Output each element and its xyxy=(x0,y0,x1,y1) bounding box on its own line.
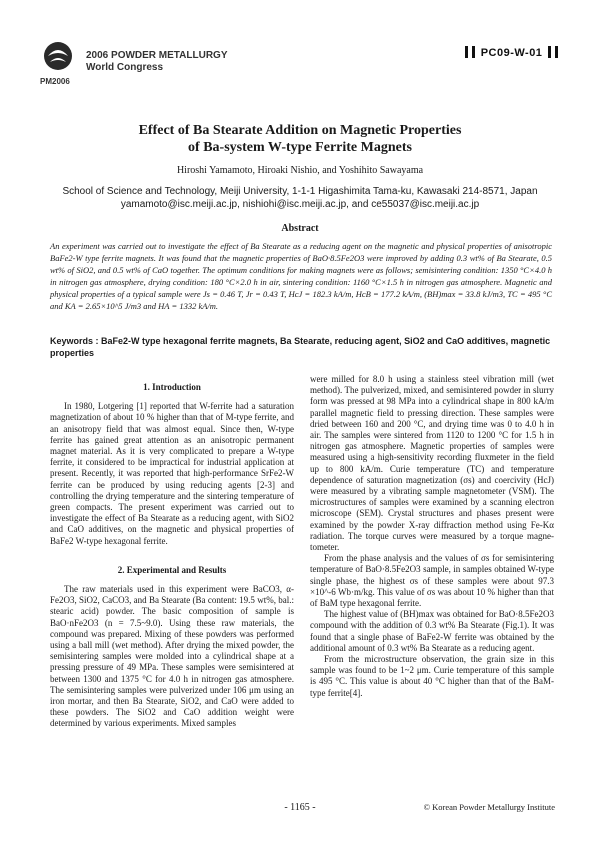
paragraph: From the phase analysis and the values of σs for semisintering temperature of BaO·8.5Fe2O3 sample, in samples obtained W-type single phase, the highest σs of these samples were about 97.3 ×10^-6 Wb·m/kg. This value of σs was about 10 % higher than that of BaM type hexagonal ferrite. xyxy=(310,553,554,609)
conference-name xyxy=(86,50,228,74)
right-column xyxy=(310,374,554,699)
left-column xyxy=(50,376,294,730)
affiliation: School of Science and Technology, Meiji University, 1-1-1 Higashimita Tama-ku, Kawasaki 214-8571, Japan xyxy=(62,186,538,197)
code-bar-left xyxy=(465,46,468,58)
title-line-2: of Ba-system W-type Ferrite Magnets xyxy=(188,140,412,155)
abstract-text: An experiment was carried out to investigate the effect of Ba Stearate as a reducing agent on the magnetic and physical properties of anisotropic BaFe2-W type ferrite magnets. It was found that the magnetic properties of BaO·8.5Fe2O3 were improved by adding 0.3 wt% of Ba Stearate, 0.5 wt% of SiO2, and 0.5 wt% of CaO together. The optimum conditions for making magnets were as follows; semisintering condition: 1350 °C×4.0 h in nitrogen gas atmosphere, drying condition: 180 °C×2.0 h in air, sintering condition: 1160 °C×1.5 h in nitrogen gas atmosphere. Magnetic and physical properties of a typical sample were Js = 0.46 T, Jr = 0.43 T, HcJ = 182.3 kA/m, HcB = 177.2 kA/m, (BH)max = 33.8 kJ/m3, TC = 495 °C and KA = 2.65×10^5 J/m3 and HA = 1332 kA/m. xyxy=(50,241,552,311)
abstract-heading: Abstract xyxy=(281,223,319,234)
paragraph: The highest value of (BH)max was obtained for BaO·8.5Fe2O3 compound with the addition of 0.3 wt% Ba Stearate (Fig.1). It was found that a single phase of BaFe2-W ferrite was obtained by the additional amount of 0.3 wt% Ba Stearate as a reducing agent. xyxy=(310,609,554,653)
affiliation-block xyxy=(30,185,570,211)
paper-code xyxy=(463,46,560,59)
title-line-1: Effect of Ba Stearate Addition on Magnetic Properties xyxy=(138,123,462,138)
code-bar-right-2 xyxy=(555,46,558,58)
page-header xyxy=(40,40,560,90)
emails: yamamoto@isc.meiji.ac.jp, nishiohi@isc.meiji.ac.jp, and ce55037@isc.meiji.ac.jp xyxy=(120,199,480,210)
logo-text: PM2006 xyxy=(40,77,70,86)
authors: Hiroshi Yamamoto, Hiroaki Nishio, and Yoshihito Sawayama xyxy=(176,165,424,176)
section-heading-experimental: 2. Experimental and Results xyxy=(117,564,227,575)
paragraph: From the microstructure observation, the grain size in this sample was found to be 1~2 μm. Curie temperature of this sample is 495 °C. This value is about 40 °C higher than that of the BaM-type ferrite[4]. xyxy=(310,654,554,698)
code-bar-right xyxy=(548,46,551,58)
conference-line-1: 2006 POWDER METALLURGY xyxy=(86,50,228,61)
page-number: - 1165 - xyxy=(284,802,316,813)
keywords: Keywords : BaFe2-W type hexagonal ferrite magnets, Ba Stearate, reducing agent, SiO2 and CaO additives, magnetic properties xyxy=(50,336,551,358)
paragraph: were milled for 8.0 h using a stainless steel vibration mill (wet method). The pulverized, mixed, and semisintered powder in slurry form was pressed at 98 MPa into a cylindrical shape in 800 kA/m parallel magnetic field to pressing direction. These samples were dried between 160 and 200 °C, and drying time was 0 to 4.0 h in air. The samples were sintered from 1120 to 1200 °C for 1.5 h in nitrogen gas atmosphere. Magnetic properties of samples were measured using a high-sensitivity recording fluxmeter in the field up to 800 kA/m. Curie temperature (TC) and temperature dependence of saturation magnetization (σs) and coercivity (HcJ) were measured by a vibrating sample magnetometer (VSM). The microstructures of samples were examined by a scanning electron microscope (SEM). Crystal structures and phases present were examined by the powder X-ray diffraction method using Fe-Kα radiation. The torque curves were measured by a torque magne-tometer. xyxy=(310,374,554,553)
paper-code-text: PC09-W-01 xyxy=(480,47,543,59)
conference-line-2: World Congress xyxy=(86,62,164,73)
pm2006-logo-icon xyxy=(40,40,76,88)
code-bar-left-2 xyxy=(472,46,475,58)
copyright: © Korean Powder Metallurgy Institute xyxy=(423,802,555,812)
paragraph: In 1980, Lotgering [1] reported that W-ferrite had a saturation magnetization of about 10 % higher than that of M-type ferrite, and an anisotropy field that was almost equal. Since then, W-type ferrite has gained great attention as an anisotropic permanent magnet material. As it is very complicated to prepare a W-type ferrite, it considered to be impractical for industrial application at present. Recently, it was reported that high-performance SrFe2-W ferrite can be produced by using reducing agents [2-3] and controlling the drying temperature and the sintering temperature of green compacts. The present experiment was carried out to investigate the effect of Ba Stearate as a reducing agent, with SiO2 and CaO additives, on the magnetic and physical properties of BaFe2 W-type hexagonal ferrite. xyxy=(50,401,294,546)
paragraph: The raw materials used in this experiment were BaCO3, α-Fe2O3, SiO2, CaCO3, and Ba Stearate (Ba content: 19.5 wt%, bal.: stearic acid) powder. The basic composition of sample is BaO·nFe2O3 (n = 7.5~9.0). Using these raw materials, the compound was prepared. Mixing of these powders was performed using a ball mill (wet method). After drying the mixed powder, the semisintering samples were molded into a cylindrical shape at a pressing pressure of 49 MPa. These samples were semisintered at between 1300 and 1375 °C for 4.0 h in nitrogen gas atmosphere. The semisintering samples were pulverized under 106 μm using an iron mortar, and then Ba Stearate, SiO2, and CaO were added to these powders. The SiO2 and CaO addition weight were determined by various experiments. Mixed samples xyxy=(50,584,294,729)
section-heading-introduction: 1. Introduction xyxy=(143,382,201,392)
paper-title xyxy=(60,122,540,156)
